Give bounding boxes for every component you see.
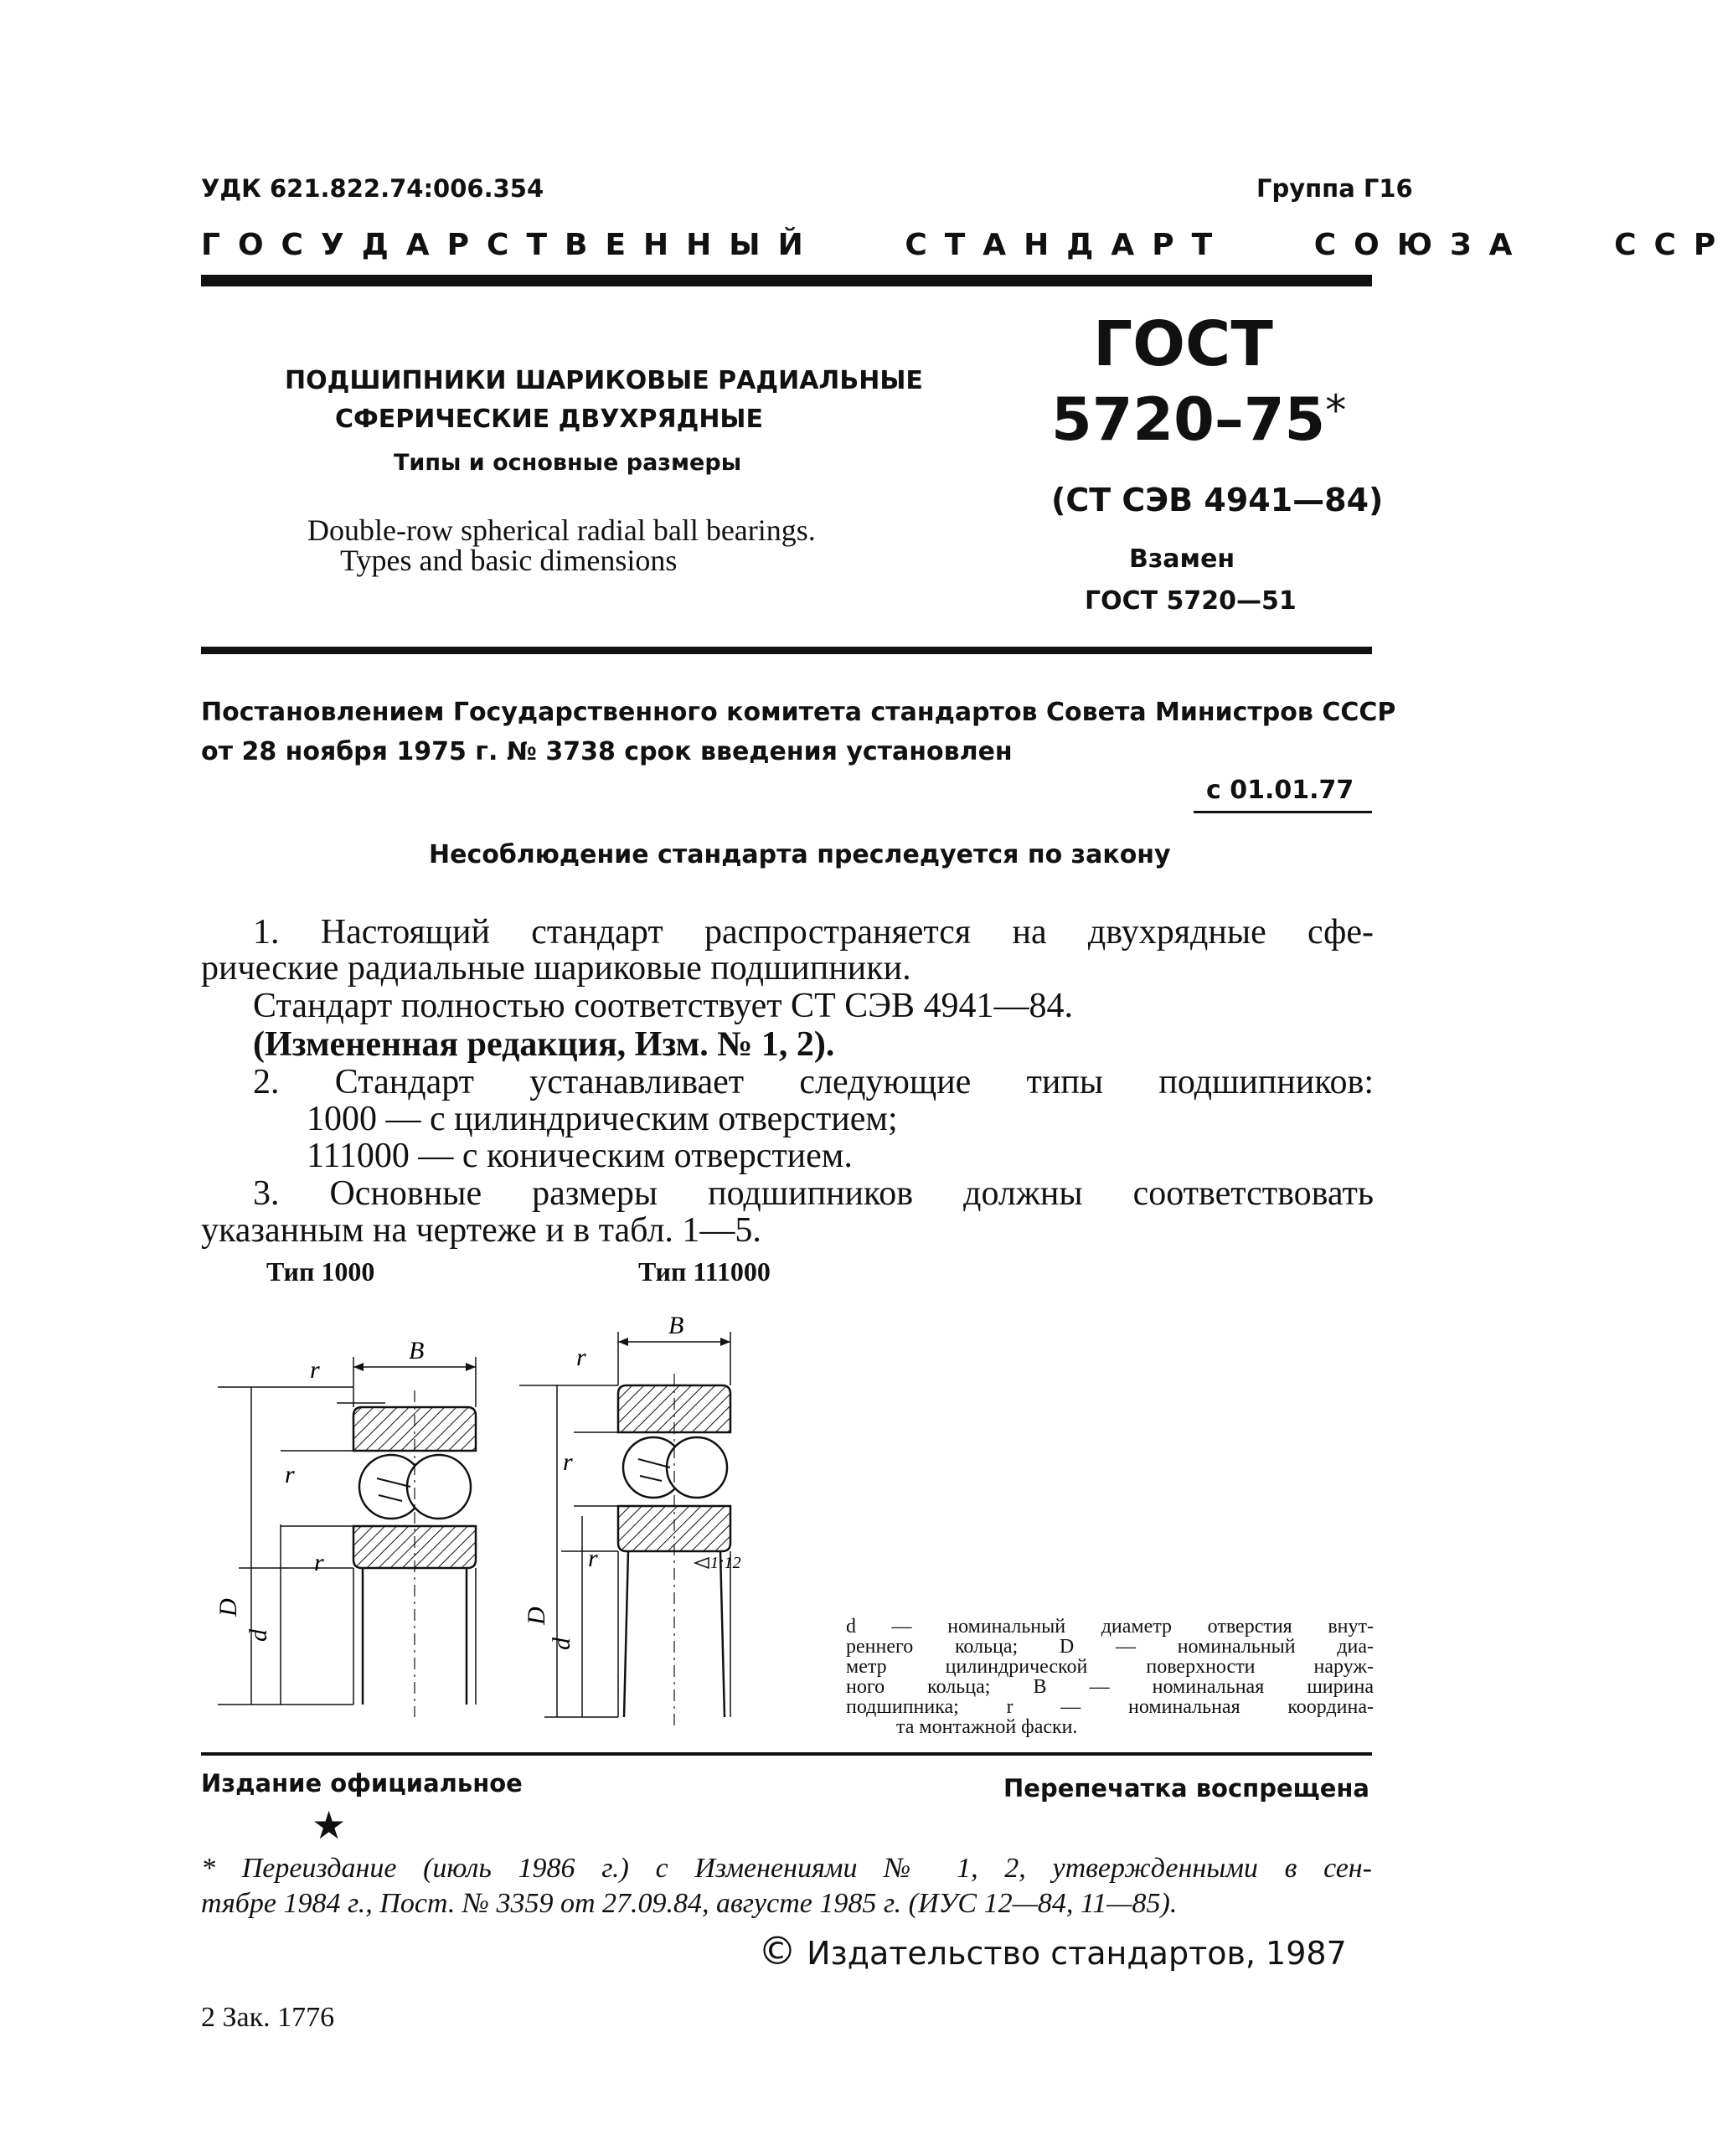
- type-1000-dim-r-bottom: r: [314, 1549, 324, 1576]
- bearing-type-111000: [519, 1332, 730, 1725]
- publisher-name: Издательство стандартов, 1987: [807, 1935, 1347, 1972]
- clause-2-line-1: 2. Стандарт устанавливает следующие типы подшипников:: [253, 1063, 1374, 1101]
- taper-ratio: 1:12: [710, 1554, 741, 1572]
- legend-line-3: метр цилиндрической поверхности наруж-: [846, 1656, 1374, 1678]
- type-1000-dim-r-side: r: [285, 1461, 295, 1488]
- gost-number: [1051, 385, 1346, 454]
- st-sev-reference: (СТ СЭВ 4941—84): [1051, 482, 1384, 518]
- effective-date: с 01.01.77: [1206, 776, 1354, 805]
- legend-line-4: ного кольца; B — номинальная ширина: [846, 1676, 1374, 1698]
- decree-line-1: Постановлением Государственного комитета стандартов Совета Министров СССР: [201, 698, 1396, 727]
- type-1000-label: Тип 1000: [266, 1256, 375, 1287]
- english-title-line-2: Types and basic dimensions: [340, 544, 678, 577]
- title-bottom-rule: [201, 647, 1372, 654]
- copyright-icon: ©: [758, 1928, 797, 1973]
- reissue-note-line-1: * Переиздание (июль 1986 г.) с Изменениями № 1, 2, утвержденными в сен-: [201, 1853, 1372, 1884]
- legend-line-2: реннего кольца; D — номинальный диа-: [846, 1636, 1374, 1658]
- title-line-1: ПОДШИПНИКИ ШАРИКОВЫЕ РАДИАЛЬНЫЕ: [285, 366, 923, 395]
- clause-1-line-2: рические радиальные шариковые подшипники.: [201, 949, 911, 988]
- amendment-edition: (Измененная редакция, Изм. № 1, 2).: [253, 1025, 835, 1064]
- type-1000-dim-d: d: [245, 1629, 272, 1642]
- type-1000-dim-D: D: [214, 1598, 242, 1617]
- clause-3-line-2: указанным на чертеже и в табл. 1—5.: [201, 1211, 761, 1250]
- clause-3-line-1: 3. Основные размеры подшипников должны соответствовать: [253, 1174, 1374, 1213]
- gost-label: ГОСТ: [1093, 308, 1273, 380]
- gost-asterisk: *: [1325, 386, 1347, 435]
- type-111000-label: Тип 111000: [638, 1256, 771, 1287]
- type-111000-dim-r-side: r: [563, 1448, 573, 1476]
- type-1000-dim-r-top: r: [310, 1356, 320, 1384]
- english-title-line-1: Double-row spherical radial ball bearings.: [307, 513, 816, 547]
- bearing-drawings: [201, 1307, 838, 1751]
- decree-line-2: от 28 ноября 1975 г. № 3738 срок введения установлен: [201, 737, 1013, 766]
- clause-1-line-3: Стандарт полностью соответствует СТ СЭВ 4941—84.: [253, 987, 1073, 1025]
- replaced-standard: ГОСТ 5720—51: [1085, 586, 1297, 616]
- figure-legend: [846, 1617, 1374, 1737]
- gost-number-text: 5720–75: [1051, 385, 1326, 454]
- type-111000-dim-d: d: [548, 1638, 575, 1650]
- title-line-2: СФЕРИЧЕСКИЕ ДВУХРЯДНЫЕ: [335, 405, 764, 434]
- reprint-prohibited: Перепечатка воспрещена: [1003, 1774, 1369, 1803]
- udk-code: УДК 621.822.74:006.354: [201, 174, 544, 203]
- type-111000-dim-D: D: [523, 1607, 550, 1625]
- type-111000-dim-B: B: [668, 1312, 684, 1339]
- legend-line-5: подшипника; r — номинальная координа-: [846, 1696, 1374, 1718]
- footer-rule: [201, 1752, 1372, 1756]
- legal-notice: Несоблюдение стандарта преследуется по закону: [429, 840, 1171, 869]
- group-code: Группа Г16: [1256, 174, 1413, 203]
- type-1000-dim-B: B: [409, 1337, 425, 1364]
- reissue-note-line-2: тябре 1984 г., Пост. № 3359 от 27.09.84, августе 1985 г. (ИУС 12—84, 11—85).: [201, 1888, 1178, 1919]
- date-underline: [1194, 811, 1372, 813]
- official-edition: Издание официальное: [201, 1769, 523, 1798]
- publisher-line: [758, 1928, 1347, 1973]
- legend-line-1: d — номинальный диаметр отверстия внут-: [846, 1616, 1374, 1638]
- legend-line-6: та монтажной фаски.: [896, 1716, 1078, 1738]
- header-thick-rule: [201, 275, 1372, 286]
- star-icon: ★: [312, 1804, 347, 1847]
- type-111000-dim-r-top: r: [576, 1344, 586, 1371]
- clause-1-line-1: 1. Настоящий стандарт распространяется на двухрядные сфе-: [253, 913, 1374, 952]
- replaces-label: Взамен: [1129, 544, 1235, 574]
- order-number: 2 Зак. 1776: [201, 2002, 335, 2033]
- state-standard-banner: ГОСУДАРСТВЕННЫЙ СТАНДАРТ СОЮЗА ССР: [201, 228, 1733, 262]
- clause-2-type-1000: 1000 — с цилиндрическим отверстием;: [307, 1100, 898, 1138]
- type-111000-dim-r-bottom: r: [588, 1545, 598, 1572]
- bearing-type-1000: [218, 1357, 476, 1717]
- subtitle: Типы и основные размеры: [394, 450, 742, 476]
- clause-2-type-111000: 111000 — с коническим отверстием.: [307, 1137, 853, 1175]
